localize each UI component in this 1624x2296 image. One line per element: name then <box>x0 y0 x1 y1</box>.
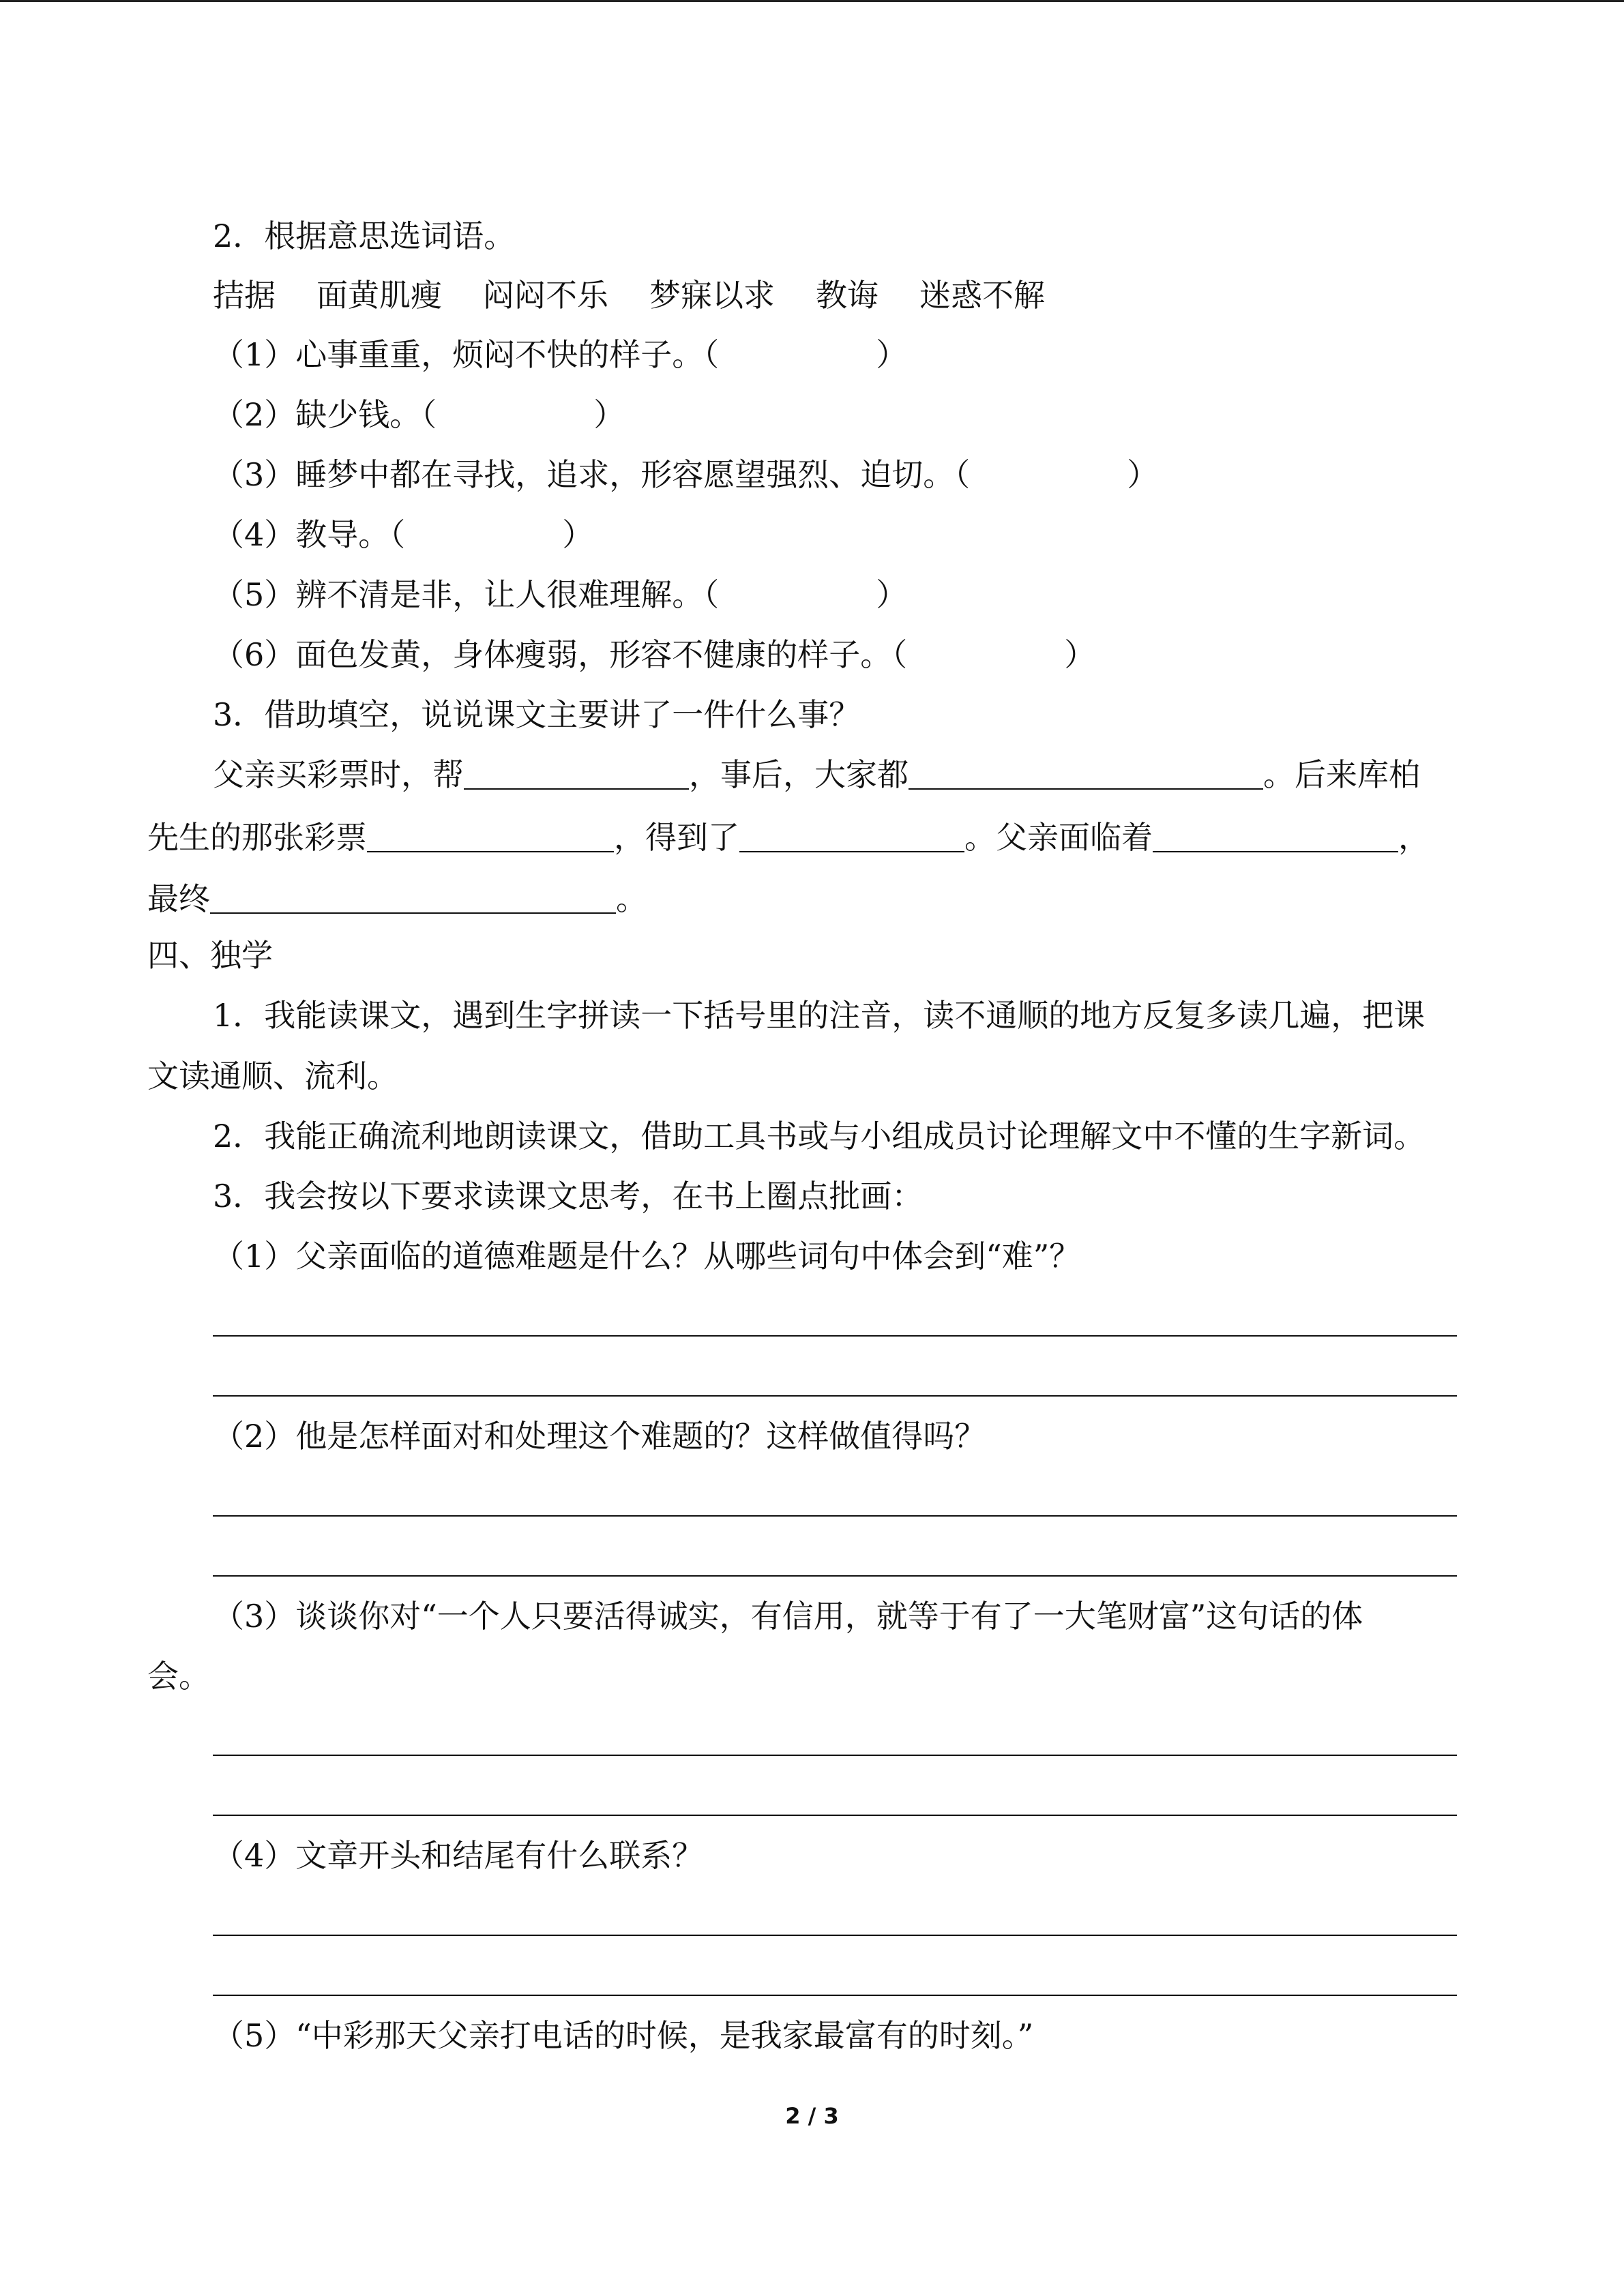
s4-question-1: （1）父亲面临的道德难题是什么？从哪些词句中体会到“难”？ <box>213 1238 1081 1274</box>
answer-line[interactable] <box>213 1815 1457 1816</box>
q3-title: 3．借助填空，说说课文主要讲了一件什么事？ <box>213 696 861 733</box>
q2-item-4 <box>213 515 593 554</box>
q2-item-text: （6）面色发黄，身体瘦弱，形容不健康的样子。（ <box>213 636 908 673</box>
fill-blank[interactable] <box>210 881 616 914</box>
fill-blank[interactable] <box>739 820 964 852</box>
word-option: 教诲 <box>816 277 879 314</box>
fill-blank[interactable] <box>367 820 614 852</box>
answer-line[interactable] <box>213 1995 1457 1996</box>
q2-item-3 <box>213 455 1158 494</box>
q3-text: ，得到了 <box>614 819 739 856</box>
word-option: 拮据 <box>213 277 276 314</box>
q2-item-text: （1）心事重重，烦闷不快的样子。（ <box>213 336 720 373</box>
q3-text: ，事后，大家都 <box>689 756 909 793</box>
q2-item-close: ） <box>1064 636 1096 673</box>
q3-text: 先生的那张彩票 <box>147 819 367 856</box>
q2-item-close: ） <box>562 516 594 553</box>
s4-question-2: （2）他是怎样面对和处理这个难题的？这样做值得吗？ <box>213 1418 986 1455</box>
s4-p2: 2．我能正确流利地朗读课文，借助工具书或与小组成员讨论理解文中不懂的生字新词。 <box>213 1118 1426 1154</box>
answer-line[interactable] <box>213 1395 1457 1397</box>
q2-item-text: （4）教导。（ <box>213 516 406 553</box>
answer-line[interactable] <box>213 1755 1457 1756</box>
fill-blank[interactable] <box>464 757 689 790</box>
answer-line[interactable] <box>213 1515 1457 1517</box>
q2-item-text: （2）缺少钱。（ <box>213 396 437 433</box>
answer-line[interactable] <box>213 1335 1457 1337</box>
answer-line[interactable] <box>213 1575 1457 1577</box>
q3-text: 父亲买彩票时，帮 <box>213 756 464 793</box>
fill-blank[interactable] <box>909 757 1263 790</box>
s4-p1-line-1: 1．我能读课文，遇到生字拼读一下括号里的注音，读不通顺的地方反复多读几遍，把课 <box>213 997 1426 1034</box>
s4-p3: 3．我会按以下要求读课文思考，在书上圈点批画： <box>213 1178 924 1214</box>
q2-item-close: ） <box>1127 456 1159 493</box>
q3-text: 。后来库柏 <box>1263 756 1420 793</box>
s4-question-4: （4）文章开头和结尾有什么联系？ <box>213 1837 704 1874</box>
s4-question-3-line-1: （3）谈谈你对“一个人只要活得诚实，有信用，就等于有了一大笔财富”这句话的体 <box>213 1598 1363 1635</box>
q2-item-2 <box>213 395 625 434</box>
page-number: 2 / 3 <box>785 2103 839 2129</box>
q2-item-close: ） <box>876 576 908 613</box>
q2-item-close: ） <box>876 336 908 373</box>
q2-item-1 <box>213 335 907 374</box>
q2-item-6 <box>213 635 1095 674</box>
q2-item-close: ） <box>593 396 625 433</box>
word-option: 闷闷不乐 <box>483 277 608 314</box>
q2-item-text: （3）睡梦中都在寻找，追求，形容愿望强烈、迫切。（ <box>213 456 971 493</box>
q3-text: ， <box>1398 819 1430 856</box>
word-option: 迷惑不解 <box>919 277 1045 314</box>
q2-title: 2．根据意思选词语。 <box>213 218 516 254</box>
q2-item-text: （5）辨不清是非，让人很难理解。（ <box>213 576 720 613</box>
fill-blank[interactable] <box>1153 820 1398 852</box>
section-4-title: 四、独学 <box>147 937 273 974</box>
top-border <box>0 0 1624 2</box>
word-option: 面黄肌瘦 <box>316 277 442 314</box>
s4-question-5: （5）“中彩那天父亲打电话的时候，是我家最富有的时刻。” <box>213 2017 1034 2054</box>
q3-text: 。 <box>616 880 647 917</box>
word-option: 梦寐以求 <box>649 277 775 314</box>
s4-p1-line-2: 文读通顺、流利。 <box>147 1058 398 1094</box>
answer-line[interactable] <box>213 1935 1457 1936</box>
q3-line-3 <box>147 879 647 919</box>
q2-word-bank <box>213 275 1045 315</box>
q3-text: 。父亲面临着 <box>964 819 1153 856</box>
q3-line-2 <box>147 818 1430 857</box>
q3-text: 最终 <box>147 880 210 917</box>
q2-item-5 <box>213 575 907 614</box>
s4-question-3-line-2: 会。 <box>147 1658 210 1695</box>
q3-line-1 <box>213 755 1420 794</box>
